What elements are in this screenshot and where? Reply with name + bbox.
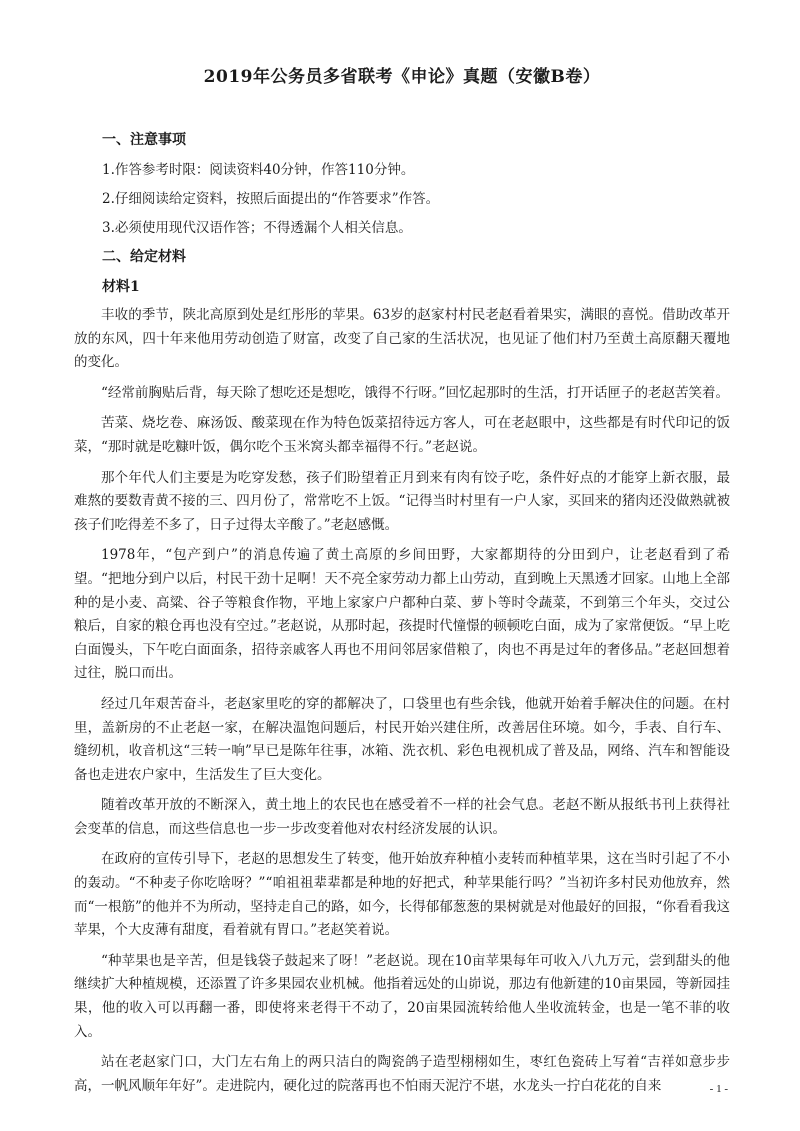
- materials-heading: 二、给定材料: [102, 249, 186, 265]
- note-item: 3.必须使用现代汉语作答；不得透漏个人相关信息。: [102, 220, 412, 236]
- paragraph: 苦菜、烧圪卷、麻汤饭、酸菜现在作为特色饭菜招待远方客人，可在老赵眼中，这些都是有时代印记的饭菜，“那时就是吃糠叶饭，偶尔吃个玉米窝头都幸福得不行。”老赵说。: [74, 415, 730, 455]
- paragraph: “经常前胸贴后背，每天除了想吃还是想吃，饿得不行呀。”回忆起那时的生活，打开话匣子的老赵苦笑着。: [101, 384, 730, 401]
- material-label: 材料1: [102, 279, 140, 295]
- paragraph: “种苹果也是辛苦，但是钱袋子鼓起来了呀！”老赵说。现在10亩苹果每年可收入八九万元，尝到甜头的他继续扩大种植规模，还添置了许多果园农业机械。他指着远处的山峁说，那边有他新建的10亩果园，等新园挂果，他的收入可以再翻一番，即使将来老得干不动了，20亩果园流转给他人坐收流转金，也是一笔不菲的收入。: [74, 952, 730, 1040]
- document-title: 2019年公务员多省联考《申论》真题（安徽B卷）: [203, 67, 601, 87]
- paragraph: 丰收的季节，陕北高原到处是红彤彤的苹果。63岁的赵家村村民老赵看着果实，满眼的喜悦。借助改革开放的东风，四十年来他用劳动创造了财富，改变了自己家的生活状况，也见证了他们村乃至黄土高原翻天覆地的变化。: [74, 307, 730, 371]
- notes-heading: 一、注意事项: [102, 132, 186, 148]
- paragraph: 站在老赵家门口，大门左右角上的两只洁白的陶瓷鸽子造型栩栩如生，枣红色瓷砖上写着“吉祥如意步步高，一帆风顺年年好”。走进院内，硬化过的院落再也不怕雨天泥泞不堪，水龙头一拧白花花的自来: [74, 1054, 730, 1094]
- page-number: - 1 -: [709, 1083, 728, 1095]
- paragraph: 随着改革开放的不断深入，黄土地上的农民也在感受着不一样的社会气息。老赵不断从报纸书刊上获得社会变革的信息，而这些信息也一步一步改变着他对农村经济发展的认识。: [74, 797, 730, 837]
- paragraph: 那个年代人们主要是为吃穿发愁，孩子们盼望着正月到来有肉有饺子吃，条件好点的才能穿上新衣服，最难熬的要数青黄不接的三、四月份了，常常吃不上饭。“记得当时村里有一户人家，买回来的猪肉还没做熟就被孩子们吃得差不多了，日子过得太辛酸了。”老赵感慨。: [74, 469, 730, 533]
- note-item: 1.作答参考时限：阅读资料40分钟，作答110分钟。: [102, 162, 415, 178]
- paragraph: 经过几年艰苦奋斗，老赵家里吃的穿的都解决了，口袋里也有些余钱，他就开始着手解决住的问题。在村里，盖新房的不止老赵一家，在解决温饱问题后，村民开始兴建住所，改善居住环境。如今，手表、自行车、缝纫机，收音机这“三转一响”早已是陈年往事，冰箱、洗衣机、彩色电视机成了普及品，网络、汽车和智能设备也走进农户家中，生活发生了巨大变化。: [74, 695, 730, 783]
- paragraph: 1978年，“包产到户”的消息传遍了黄土高原的乡间田野，大家都期待的分田到户，让老赵看到了希望。“把地分到户以后，村民干劲十足啊！天不亮全家劳动力都上山劳动，直到晚上天黑透才回家。山地上全部种的是小麦、高粱、谷子等粮食作物，平地上家家户户都种白菜、萝卜等时令蔬菜，不到第三个年头，交过公粮后，自家的粮仓再也没有空过。”老赵说，从那时起，孩提时代憧憬的顿顿吃白面，成为了家常便饭。“早上吃白面馒头，下午吃白面面条，招待亲戚客人再也不用问邻居家借粮了，肉也不再是过年的奢侈品。”老赵回想着过往，脱口而出。: [74, 547, 730, 682]
- paragraph: 在政府的宣传引导下，老赵的思想发生了转变，他开始放弃种植小麦转而种植苹果，这在当时引起了不小的轰动。“不种麦子你吃啥呀？”“咱祖祖辈辈都是种地的好把式，种苹果能行吗？”当初许多村民劝他放弃，然而“一根筋”的他并不为所动，坚持走自己的路，如今，长得郁郁葱葱的果树就是对他最好的回报，“你看看我这苹果，个大皮薄有甜度，看着就有胃口。”老赵笑着说。: [74, 851, 730, 939]
- note-item: 2.仔细阅读给定资料，按照后面提出的“作答要求”作答。: [102, 191, 440, 207]
